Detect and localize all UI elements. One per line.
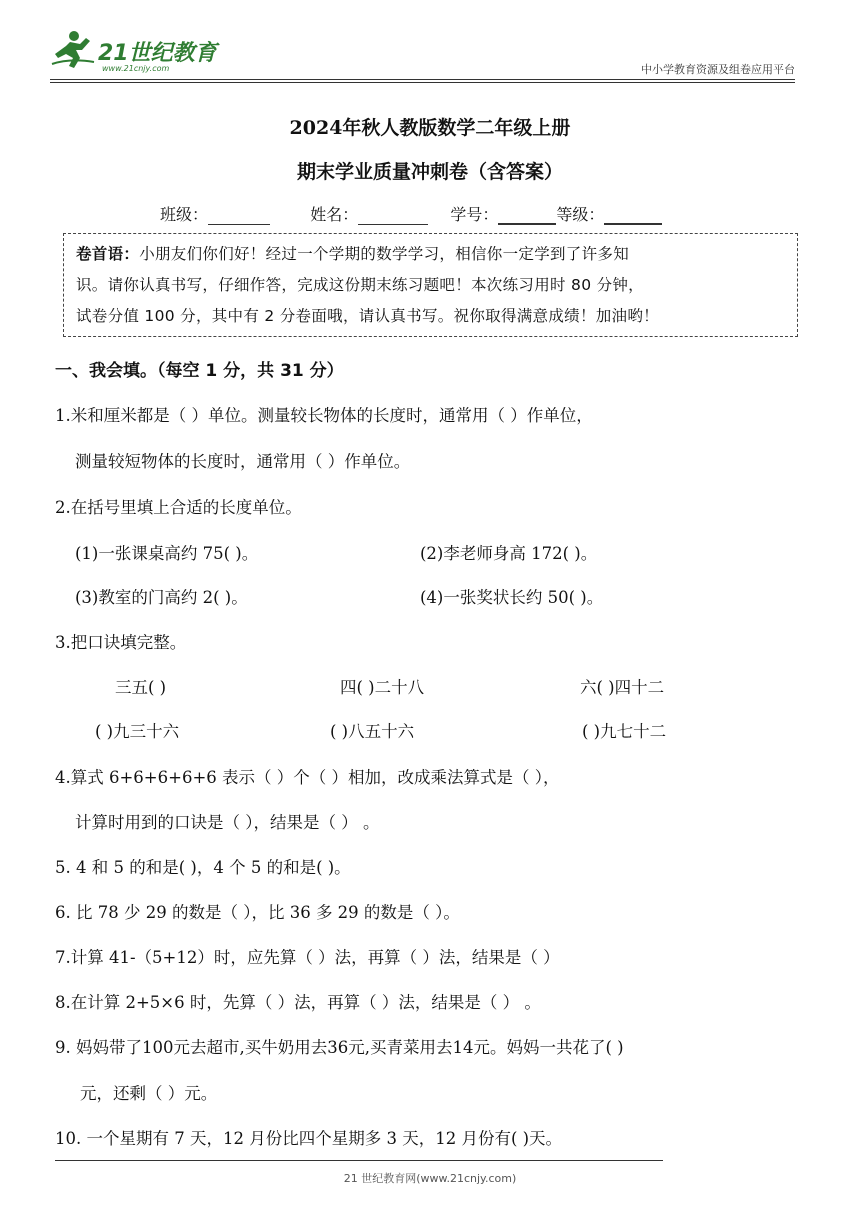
question-9b: 元，还剩（ ）元。 [80, 1084, 218, 1103]
header-divider [50, 79, 795, 80]
class-blank[interactable] [208, 209, 270, 225]
question-4a: 4.算式 6+6+6+6+6 表示（ ）个（ ）相加，改成乘法算式是（ ）， [55, 768, 560, 787]
footer-text: 21 世纪教育网(www.21cnjy.com) [343, 1172, 517, 1185]
name-blank[interactable] [358, 209, 428, 225]
title-line-2: 期末学业质量冲刺卷（含答案） [296, 161, 563, 183]
logo [50, 28, 220, 76]
question-2-1: (1)一张课桌高约 75( )。 [75, 544, 259, 563]
notice-line-1: 小朋友们你们好！经过一个学期的数学学习，相信你一定学到了许多知 [139, 245, 630, 263]
question-2-4: (4)一张奖状长约 50( )。 [420, 588, 604, 607]
question-3-2: 四( )二十八 [340, 678, 425, 697]
question-4b: 计算时用到的口诀是（ ），结果是（ ） 。 [75, 813, 380, 832]
section-title: 一、我会填。（每空 1 分，共 31 分） [55, 361, 344, 381]
question-1a: 1.米和厘米都是（ ）单位。测量较长物体的长度时，通常用（ ）作单位， [55, 406, 593, 425]
grade-blank[interactable] [604, 209, 662, 225]
question-3: 3.把口诀填完整。 [55, 633, 187, 652]
question-7: 7.计算 41-（5+12）时，应先算（ ）法，再算（ ）法，结果是（ ） [55, 948, 560, 967]
notice-box [63, 233, 798, 337]
footer-divider [55, 1160, 663, 1161]
question-2-2: (2)李老师身高 172( )。 [420, 544, 598, 563]
platform-name: 中小学教育资源及组卷应用平台 [641, 63, 795, 76]
name-label: 姓名： [310, 205, 359, 224]
grade-label: 等级： [556, 205, 605, 224]
number-blank[interactable] [498, 209, 556, 225]
title-line-1: 2024年秋人教版数学二年级上册 [289, 117, 571, 139]
runner-logo-icon [50, 28, 98, 74]
question-8: 8.在计算 2+5×6 时，先算（ ）法，再算（ ）法，结果是（ ） 。 [55, 993, 541, 1012]
notice-heading: 卷首语： [76, 245, 140, 263]
question-1b: 测量较短物体的长度时，通常用（ ）作单位。 [75, 452, 411, 471]
class-label: 班级： [160, 205, 209, 224]
question-6: 6. 比 78 少 29 的数是（ ），比 36 多 29 的数是（ ）。 [55, 903, 460, 922]
question-10: 10. 一个星期有 7 天，12 月份比四个星期多 3 天，12 月份有( )天。 [55, 1129, 563, 1148]
question-3-3: 六( )四十二 [580, 678, 665, 697]
page-header [50, 28, 795, 82]
question-2: 2.在括号里填上合适的长度单位。 [55, 498, 302, 517]
question-2-3: (3)教室的门高约 2( )。 [75, 588, 248, 607]
question-9a: 9. 妈妈带了100元去超市,买牛奶用去36元,买青菜用去14元。妈妈一共花了( ) [55, 1038, 624, 1057]
question-3-5: ( )八五十六 [330, 722, 415, 741]
question-3-4: ( )九三十六 [95, 722, 180, 741]
logo-text: 21世纪教育 [98, 41, 217, 66]
header-divider-2 [50, 82, 795, 83]
question-3-1: 三五( ) [115, 678, 167, 697]
notice-line-3: 试卷分值 100 分，其中有 2 分卷面哦，请认真书写。祝你取得满意成绩！加油哟！ [76, 307, 659, 325]
logo-url: www.21cnjy.com [102, 64, 170, 73]
student-info [160, 202, 662, 225]
question-3-6: ( )九七十二 [582, 722, 667, 741]
number-label: 学号： [450, 205, 499, 224]
notice-line-2: 识。请你认真书写，仔细作答，完成这份期末练习题吧！本次练习用时 80 分钟， [76, 276, 644, 294]
question-5: 5. 4 和 5 的和是( )，4 个 5 的和是( )。 [55, 858, 351, 877]
